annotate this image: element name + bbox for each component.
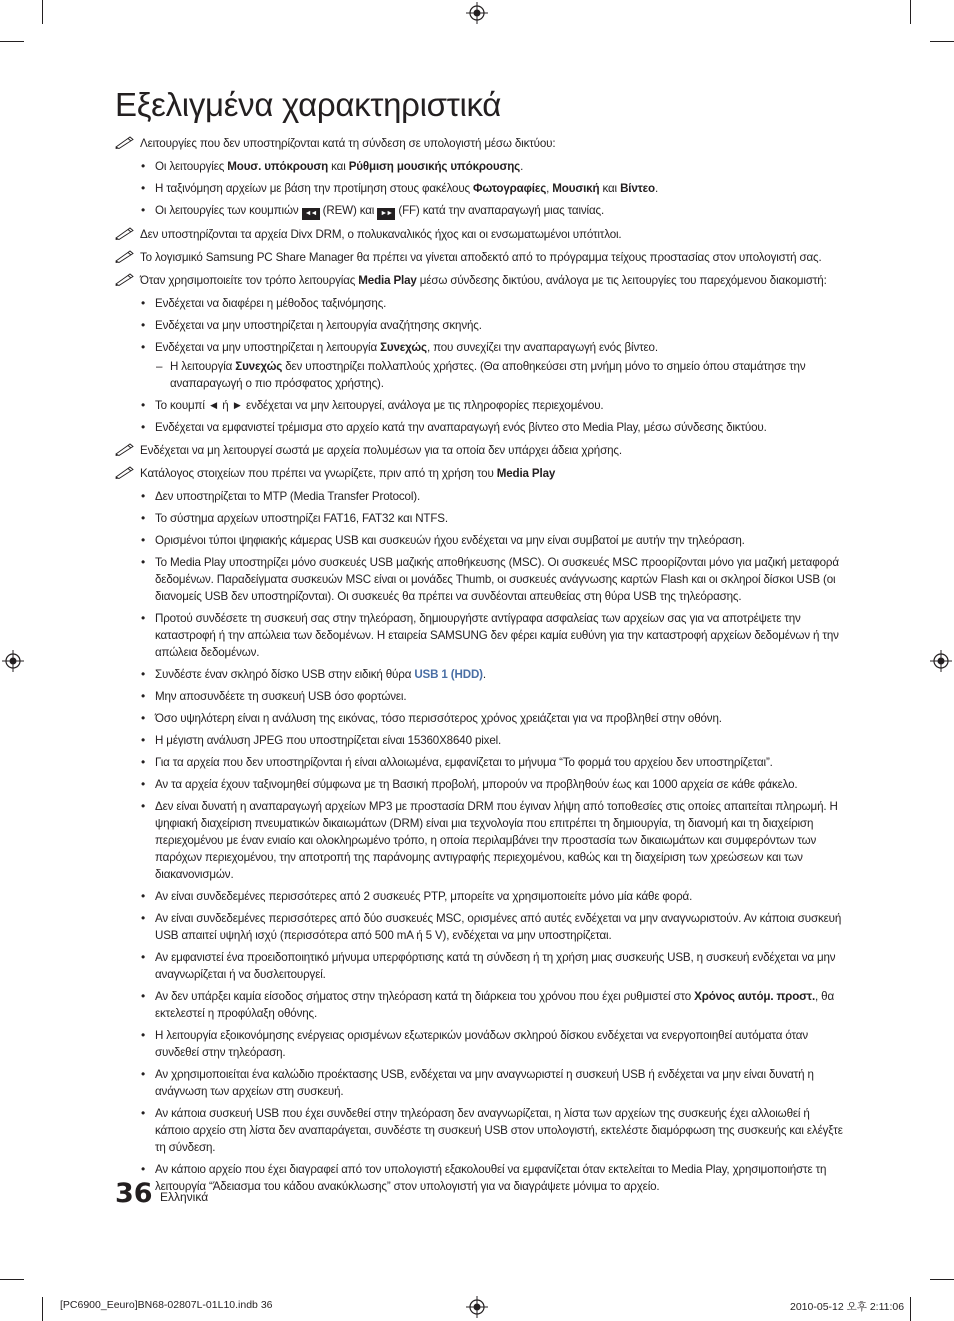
- note-text: Λειτουργίες που δεν υποστηρίζονται κατά τη σύνδεση σε υπολογιστή μέσω δικτύου:: [140, 137, 556, 150]
- list-text: και: [328, 160, 349, 173]
- list-text: Αν εμφανιστεί ένα προειδοποιητικό μήνυμα υπερφόρτισης κατά τη σύνδεση ή τη χρήση μιας συσκευής USB, η συσκευή ενδέχεται να μην αναγνωρίζεται ή να δυσλειτουργεί.: [155, 951, 836, 981]
- list-text: Το κουμπί ◄ ή ► ενδέχεται να μην λειτουργεί, ανάλογα με τις πληροφορίες περιεχομένου.: [155, 399, 604, 412]
- list-item: [115, 488, 845, 505]
- list-text: Η μέγιστη ανάλυση JPEG που υποστηρίζεται είναι 15360X8640 pixel.: [155, 734, 502, 747]
- bullet-icon: •: [141, 1162, 146, 1176]
- list-text: Αν είναι συνδεδεμένες περισσότερες από δύο συσκευές MSC, ορισμένες από αυτές ενδέχεται να μην αναγνωριστούν. Αν κάποια συσκευή USB απαιτεί υψηλή ισχύ (περισσότερα από 500 mA ή 5 V), ενδέχεται να μην υποστηρίζεται.: [155, 912, 842, 942]
- list-item: [115, 988, 845, 1022]
- list-item: [115, 180, 845, 197]
- bullet-icon: •: [141, 511, 146, 525]
- list-text: .: [482, 668, 486, 681]
- list-text: Αν τα αρχεία έχουν ταξινομηθεί σύμφωνα με τη Βασική προβολή, μπορούν να προβληθούν έως και 1000 αρχεία σε κάθε φάκελο.: [155, 778, 798, 791]
- pencil-note-icon: [115, 135, 135, 149]
- list-item: [115, 532, 845, 549]
- list-item: [115, 949, 845, 983]
- list-text: Ενδέχεται να διαφέρει η μέθοδος ταξινόμησης.: [155, 297, 387, 310]
- list-text: , που συνεχίζει την αναπαραγωγή ενός βίντεο.: [426, 341, 658, 354]
- bullet-icon: •: [141, 911, 146, 925]
- list-item: [115, 419, 845, 436]
- bullet-icon: •: [141, 318, 146, 332]
- bold-term: Φωτογραφίες: [473, 182, 547, 195]
- bold-term: Ρύθμιση μουσικής υπόκρουσης: [348, 160, 521, 173]
- bullet-icon: •: [141, 1028, 146, 1042]
- list-item: [115, 1161, 845, 1195]
- dash-icon: –: [156, 360, 163, 373]
- bullet-icon: •: [141, 755, 146, 769]
- bullet-icon: •: [141, 296, 146, 310]
- bullet-icon: •: [141, 733, 146, 747]
- list-text: Αν χρησιμοποιείται ένα καλώδιο προέκτασης USB, ενδέχεται να μην αναγνωριστεί η συσκευή USB ή ενδέχεται να μην είναι δυνατή η ανάγνωση των αρχείων στη συσκευή.: [155, 1068, 814, 1098]
- list-text: Μην αποσυνδέετε τη συσκευή USB όσο φορτώνει.: [155, 690, 407, 703]
- bold-term: Συνεχώς: [380, 341, 427, 354]
- list-text: Η ταξινόμηση αρχείων με βάση την προτίμηση στους φακέλους: [155, 182, 474, 195]
- page-number: 36: [115, 1178, 153, 1209]
- list-item: [115, 295, 845, 312]
- bullet-icon: •: [141, 181, 146, 195]
- crop-mark: [910, 0, 911, 24]
- list-text: Αν δεν υπάρξει καμία είσοδος σήματος στην τηλεόραση κατά τη διάρκεια του χρόνου που έχει ρυθμιστεί στο: [155, 990, 695, 1003]
- bullet-icon: •: [141, 667, 146, 681]
- registration-mark-icon: [466, 1296, 488, 1318]
- list-item: [115, 158, 845, 175]
- list-text: Δεν υποστηρίζεται το MTP (Media Transfer Protocol).: [155, 490, 421, 503]
- list-text: Το Media Play υποστηρίζει μόνο συσκευές USB μαζικής αποθήκευσης (MSC). Οι συσκευές MSC προορίζονται μόνο για μαζική μεταφορά δεδομένων. Παραδείγματα συσκευών MSC είναι οι μονάδες Thumb, οι συσκευές ανάγνωσης καρτών Flash και οι σκληροί δίσκοι USB (οι διανομείς USB δεν υποστηρίζονται). Οι συσκευές θα πρέπει να συνδέονται απευθείας στη θύρα USB της τηλεόρασης.: [155, 556, 839, 603]
- bullet-icon: •: [141, 711, 146, 725]
- bullet-icon: •: [141, 689, 146, 703]
- bullet-icon: •: [141, 777, 146, 791]
- bullet-icon: •: [141, 159, 146, 173]
- language-label: Ελληνικά: [160, 1190, 209, 1204]
- pencil-note-icon: [115, 226, 135, 240]
- list-text: Η λειτουργία: [170, 360, 236, 373]
- list-text: Οι λειτουργίες των κουμπιών: [155, 204, 302, 217]
- list-item: [115, 688, 845, 705]
- list-text: δεν υποστηρίζει πολλαπλούς χρήστες. (Θα αποθηκεύσει στη μνήμη μόνο το σημείο όπου σταμάτησε την αναπαραγωγή ο πιο πρόσφατος χρήστης).: [170, 360, 806, 390]
- list-text: Ενδέχεται να μην υποστηρίζεται η λειτουργία: [155, 341, 381, 354]
- sub-list-item: [115, 358, 845, 392]
- list-item: [115, 732, 845, 749]
- bold-term: Media Play: [358, 274, 417, 287]
- bullet-icon: •: [141, 799, 146, 813]
- list-item: [115, 1027, 845, 1061]
- note-text: Κατάλογος στοιχείων που πρέπει να γνωρίζετε, πριν από τη χρήση του: [140, 467, 497, 480]
- list-item: [115, 888, 845, 905]
- list-text: Αν είναι συνδεδεμένες περισσότερες από 2 συσκευές PTP, μπορείτε να χρησιμοποιείτε μόνο μία κάθε φορά.: [155, 890, 693, 903]
- list-item: [115, 666, 845, 683]
- page-title: Εξελιγμένα χαρακτηριστικά: [115, 86, 502, 123]
- note-item: [115, 442, 845, 459]
- registration-mark-icon: [2, 650, 24, 672]
- bold-term: Βίντεο: [620, 182, 655, 195]
- list-text: Συνδέστε έναν σκληρό δίσκο USB στην ειδική θύρα: [155, 668, 415, 681]
- bullet-icon: •: [141, 340, 146, 354]
- list-item: [115, 339, 845, 356]
- list-text: ,: [546, 182, 553, 195]
- list-text: Η λειτουργία εξοικονόμησης ενέργειας ορισμένων εξωτερικών μονάδων σκληρού δίσκου ενδέχεται να ενεργοποιηθεί αυτόματα όταν συνδεθεί στην τηλεόραση.: [155, 1029, 809, 1059]
- list-item: [115, 317, 845, 334]
- port-label: USB 1 (HDD): [414, 668, 483, 681]
- registration-mark-icon: [930, 650, 952, 672]
- list-text: Ορισμένοι τύποι ψηφιακής κάμερας USB και συσκευών ήχου ενδέχεται να μην είναι συμβατοί με αυτήν την τηλεόραση.: [155, 534, 745, 547]
- footer-file-info: [PC6900_Eeuro]BN68-02807L-01L10.indb 36: [60, 1299, 273, 1311]
- crop-mark: [910, 1297, 911, 1321]
- note-text: Όταν χρησιμοποιείτε τον τρόπο λειτουργίας: [140, 274, 359, 287]
- crop-mark: [42, 0, 43, 24]
- list-text: Αν κάποιο αρχείο που έχει διαγραφεί από τον υπολογιστή εξακολουθεί να εμφανίζεται όταν εκτελείται το Media Play, χρησιμοποιήστε τη λειτουργία “Άδειασμα του κάδου ανακύκλωσης” στον υπολογιστή για να διαγράψετε μόνιμα το αρχείο.: [155, 1163, 827, 1193]
- note-item: [115, 135, 845, 152]
- bullet-icon: •: [141, 555, 146, 569]
- bold-term: Χρόνος αυτόμ. προστ.: [694, 990, 816, 1003]
- list-item: [115, 910, 845, 944]
- pencil-note-icon: [115, 442, 135, 456]
- list-item: [115, 1066, 845, 1100]
- note-item: [115, 249, 845, 266]
- bullet-icon: •: [141, 420, 146, 434]
- list-item: [115, 754, 845, 771]
- note-item: [115, 226, 845, 243]
- note-text: μέσω σύνδεσης δικτύου, ανάλογα με τις λειτουργίες του παρεχόμενου διακομιστή:: [416, 274, 827, 287]
- crop-mark: [42, 1297, 43, 1321]
- list-item: [115, 397, 845, 414]
- bullet-icon: •: [141, 950, 146, 964]
- bullet-icon: •: [141, 1067, 146, 1081]
- list-text: .: [654, 182, 659, 195]
- pencil-note-icon: [115, 465, 135, 479]
- pencil-note-icon: [115, 249, 135, 263]
- note-text: Το λογισμικό Samsung PC Share Manager θα πρέπει να γίνεται αποδεκτό από το πρόγραμμα τείχους προστασίας στον υπολογιστή σας.: [140, 251, 822, 264]
- bold-term: Μουσική: [552, 182, 600, 195]
- list-text: Δεν είναι δυνατή η αναπαραγωγή αρχείων MP3 με προστασία DRM που έγιναν λήψη από τοποθεσίες στις οποίες απαιτείται πληρωμή. Η ψηφιακή διαχείριση πνευματικών δικαιωμάτων (DRM) είναι μια τεχνολογία που επιτρέπει τη δημιουργία, τη διανομή και τη διαχείριση περιεχομένου με έναν ενιαίο και ολοκληρωμένο τρόπο, η οποία περιλαμβάνει την προστασία των δικαιωμάτων και συμφερόντων των παρόχων περιεχομένου, την αποτροπή της παράνομης αντιγραφής περιεχομένου, καθώς και τη διαχείριση των χρεώσεων και των διακανονισμών.: [155, 800, 838, 881]
- bullet-icon: •: [141, 889, 146, 903]
- list-item: [115, 554, 845, 605]
- footer-datetime: 2010-05-12 오후 2:11:06: [790, 1301, 905, 1313]
- crop-mark: [0, 41, 24, 42]
- list-item: [115, 610, 845, 661]
- pencil-note-icon: [115, 272, 135, 286]
- registration-mark-icon: [466, 2, 488, 24]
- list-text: (REW) και: [319, 204, 378, 217]
- bullet-icon: •: [141, 611, 146, 625]
- list-text: Οι λειτουργίες: [155, 160, 228, 173]
- list-text: , θα εκτελεστεί η προφύλαξη οθόνης.: [155, 990, 835, 1020]
- list-item: [115, 710, 845, 727]
- fast-forward-button-icon: ►►: [377, 208, 395, 220]
- bold-term: Μουσ. υπόκρουση: [227, 160, 329, 173]
- note-text: Ενδέχεται να μη λειτουργεί σωστά με αρχεία πολυμέσων για τα οποία δεν υπάρχει άδεια χρήσης.: [140, 444, 622, 457]
- note-item: [115, 465, 845, 482]
- list-text: Αν κάποια συσκευή USB που έχει συνδεθεί στην τηλεόραση δεν αναγνωρίζεται, η λίστα των αρχείων της συσκευής έχει αλλοιωθεί ή κάποιο αρχείο στη λίστα δεν αναπαράγεται, συνδέστε τη συσκευή USB στον υπολογιστή, εκτελέστε διαμόρφωση της συσκευής και ελέγξτε τη σύνδεση.: [155, 1107, 843, 1154]
- list-text: Όσο υψηλότερη είναι η ανάλυση της εικόνας, τόσο περισσότερος χρόνος χρειάζεται για να προβληθεί στην οθόνη.: [155, 712, 722, 725]
- list-text: (FF) κατά την αναπαραγωγή μιας ταινίας.: [395, 204, 605, 217]
- list-item: [115, 1105, 845, 1156]
- crop-mark: [930, 1279, 954, 1280]
- rewind-button-icon: ◄◄: [302, 208, 320, 220]
- content-body: [115, 135, 845, 1200]
- list-item: [115, 776, 845, 793]
- bullet-icon: •: [141, 989, 146, 1003]
- list-text: Ενδέχεται να μην υποστηρίζεται η λειτουργία αναζήτησης σκηνής.: [155, 319, 482, 332]
- bold-term: Media Play: [496, 467, 556, 480]
- bullet-icon: •: [141, 1106, 146, 1120]
- bullet-icon: •: [141, 398, 146, 412]
- list-item: [115, 510, 845, 527]
- list-text: .: [520, 160, 524, 173]
- list-item: [115, 202, 845, 220]
- bullet-icon: •: [141, 533, 146, 547]
- list-text: Ενδέχεται να εμφανιστεί τρέμισμα στο αρχείο κατά την αναπαραγωγή ενός βίντεο στο Media Play, μέσω σύνδεσης δικτύου.: [155, 421, 767, 434]
- list-text: Προτού συνδέσετε τη συσκευή σας στην τηλεόραση, δημιουργήστε αντίγραφα ασφαλείας των αρχείων σας για να αποτρέψετε την καταστροφή ή την απώλεια των δεδομένων. Η εταιρεία SAMSUNG δεν φέρει καμία ευθύνη για την καταστροφή αρχείων δεδομένων ή την απώλεια δεδομένων.: [155, 612, 839, 659]
- bold-term: Συνεχώς: [235, 360, 283, 373]
- list-text: Το σύστημα αρχείων υποστηρίζει FAT16, FAT32 και NTFS.: [155, 512, 448, 525]
- list-text: και: [599, 182, 621, 195]
- note-text: Δεν υποστηρίζονται τα αρχεία Divx DRM, ο πολυκαναλικός ήχος και οι ενσωματωμένοι υπότιτλοι.: [140, 228, 622, 241]
- note-item: [115, 272, 845, 289]
- crop-mark: [0, 1279, 24, 1280]
- bullet-icon: •: [141, 203, 146, 217]
- list-text: Για τα αρχεία που δεν υποστηρίζονται ή είναι αλλοιωμένα, εμφανίζεται το μήνυμα “Το φορμά του αρχείου δεν υποστηρίζεται”.: [155, 756, 773, 769]
- list-item: [115, 798, 845, 883]
- bullet-icon: •: [141, 489, 146, 503]
- crop-mark: [930, 41, 954, 42]
